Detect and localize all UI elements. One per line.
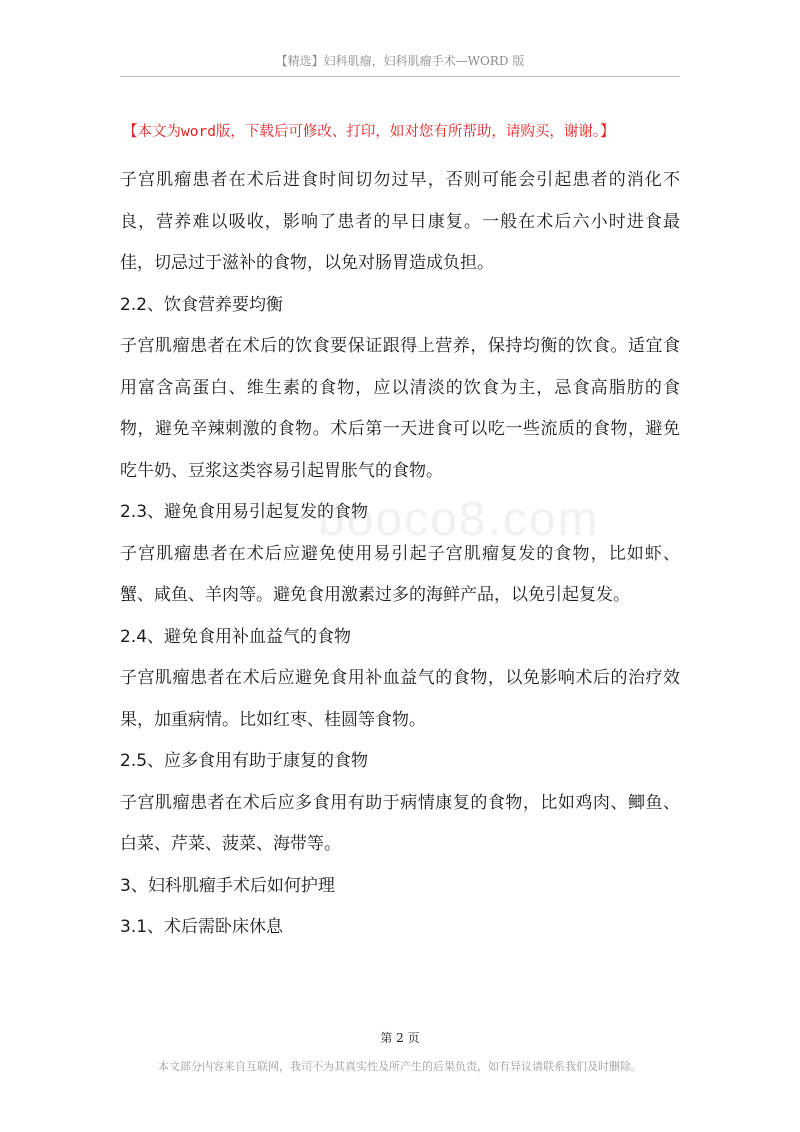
section-heading: 3.1、术后需卧床休息 (120, 917, 284, 937)
page-number: 第 2 页 (380, 1031, 420, 1045)
paragraph: 子宫肌瘤患者在术后进食时间切勿过早，否则可能会引起患者的消化不良，营养难以吸收，影响了患者的早日康复。一般在术后六小时进食最佳，切忌过于滋补的食物，以免对肠胃造成负担。 (120, 170, 680, 273)
paragraph: 子宫肌瘤患者在术后应避免使用易引起子宫肌瘤复发的食物，比如虾、蟹、咸鱼、羊肉等。避免食用激素过多的海鲜产品，以免引起复发。 (120, 543, 680, 605)
paragraph: 子宫肌瘤患者在术后的饮食要保证跟得上营养，保持均衡的饮食。适宜食用富含高蛋白、维生素的食物，应以清淡的饮食为主，忌食高脂肪的食物，避免辛辣刺激的食物。术后第一天进食可以吃一些流质的食物，避免吃牛奶、豆浆这类容易引起胃胀气的食物。 (120, 336, 680, 481)
footer-disclaimer: 本文部分内容来自互联网，我司不为其真实性及所产生的后果负责，如有异议请联系我们及时删除。 (158, 1060, 642, 1073)
page-header: 【精选】妇科肌瘤，妇科肌瘤手术—WORD 版 (275, 54, 525, 68)
section-heading: 2.3、避免食用易引起复发的食物 (120, 502, 369, 522)
paragraph: 子宫肌瘤患者在术后应多食用有助于病情康复的食物，比如鸡肉、鲫鱼、白菜、芹菜、菠菜、海带等。 (120, 792, 680, 854)
section-heading: 3、妇科肌瘤手术后如何护理 (120, 875, 335, 896)
download-notice: 【本文为word版，下载后可修改、打印，如对您有所帮助，请购买，谢谢。】 (123, 124, 615, 140)
paragraph: 子宫肌瘤患者在术后应避免食用补血益气的食物，以免影响术后的治疗效果，加重病情。比如红枣、桂圆等食物。 (120, 668, 680, 730)
section-heading: 2.5、应多食用有助于康复的食物 (120, 751, 369, 771)
body-content (120, 160, 680, 949)
header-divider (120, 76, 680, 77)
section-heading: 2.4、避免食用补血益气的食物 (120, 626, 352, 647)
section-heading: 2.2、饮食营养要均衡 (120, 294, 284, 315)
watermark: booco8.com (318, 493, 600, 546)
